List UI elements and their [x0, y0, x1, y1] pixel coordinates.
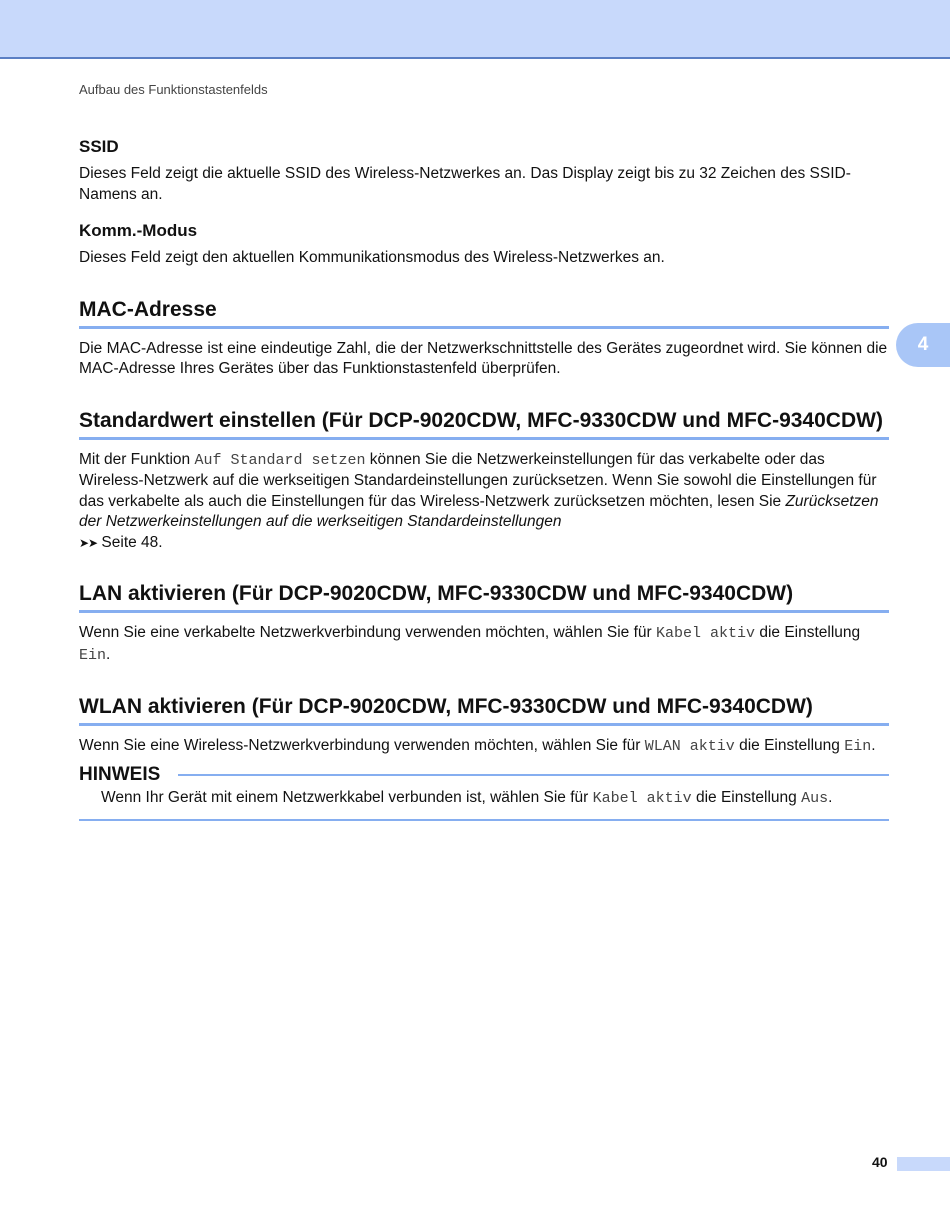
lan-heading: LAN aktivieren (Für DCP-9020CDW, MFC-9330CDW und MFC-9340CDW)	[79, 581, 889, 613]
arrow-icon: ➤➤	[79, 535, 98, 550]
note-box	[79, 764, 889, 822]
menu-setting-code: Auf Standard setzen	[194, 451, 366, 469]
ssid-text: Dieses Feld zeigt die aktuelle SSID des Wireless-Netzwerkes an. Das Display zeigt bis zu 32 Zeichen des SSID-Namens an.	[79, 165, 851, 203]
wlan-heading: WLAN aktivieren (Für DCP-9020CDW, MFC-9330CDW und MFC-9340CDW)	[79, 694, 889, 726]
header-band	[0, 0, 950, 59]
wlan-text: Wenn Sie eine Wireless-Netzwerkverbindung verwenden möchten, wählen Sie für WLAN aktiv die Einstellung Ein.	[79, 737, 876, 755]
komm-text: Dieses Feld zeigt den aktuellen Kommunikationsmodus des Wireless-Netzwerkes an.	[79, 249, 665, 266]
note-rule	[178, 774, 889, 776]
note-heading: HINWEIS	[79, 763, 161, 785]
cross-reference-link[interactable]: Zurücksetzen der Netzwerkeinstellungen auf die werkseitigen Standardeinstellungen	[79, 492, 879, 530]
komm-heading: Komm.-Modus	[79, 221, 198, 240]
ssid-heading: SSID	[79, 137, 119, 156]
mac-heading: MAC-Adresse	[79, 297, 889, 329]
footer-band	[897, 1157, 950, 1171]
running-header: Aufbau des Funktionstastenfelds	[79, 82, 268, 97]
page-content	[79, 136, 889, 821]
mac-text: Die MAC-Adresse ist eine eindeutige Zahl, die der Netzwerkschnittstelle des Gerätes zugeordnet wird. Sie können die MAC-Adresse Ihres Gerätes über das Funktionstastenfeld überprüfen.	[79, 339, 888, 377]
standard-text: Mit der Funktion Auf Standard setzen können Sie die Netzwerkeinstellungen für das verkabelte oder das Wireless-Netzwerk auf die werkseitigen Standardeinstellungen zurücksetzen. Wenn Sie sowohl die Einstellungen für das verkabelte als auch die Einstellungen für das Wireless-Netzwerk zurücksetzen möchten, lesen Sie Zurücksetzen der Netzwerkeinstellungen auf die werkseitigen Standardeinstellungen ➤➤ Seite 48.	[79, 450, 879, 551]
page-number: 40	[872, 1154, 888, 1170]
standard-heading: Standardwert einstellen (Für DCP-9020CDW, MFC-9330CDW und MFC-9340CDW)	[79, 408, 889, 440]
lan-text: Wenn Sie eine verkabelte Netzwerkverbindung verwenden möchten, wählen Sie für Kabel aktiv die Einstellung Ein.	[79, 624, 861, 664]
note-text: Wenn Ihr Gerät mit einem Netzwerkkabel verbunden ist, wählen Sie für Kabel aktiv die Einstellung Aus.	[101, 788, 833, 807]
chapter-tab: 4	[896, 323, 950, 367]
